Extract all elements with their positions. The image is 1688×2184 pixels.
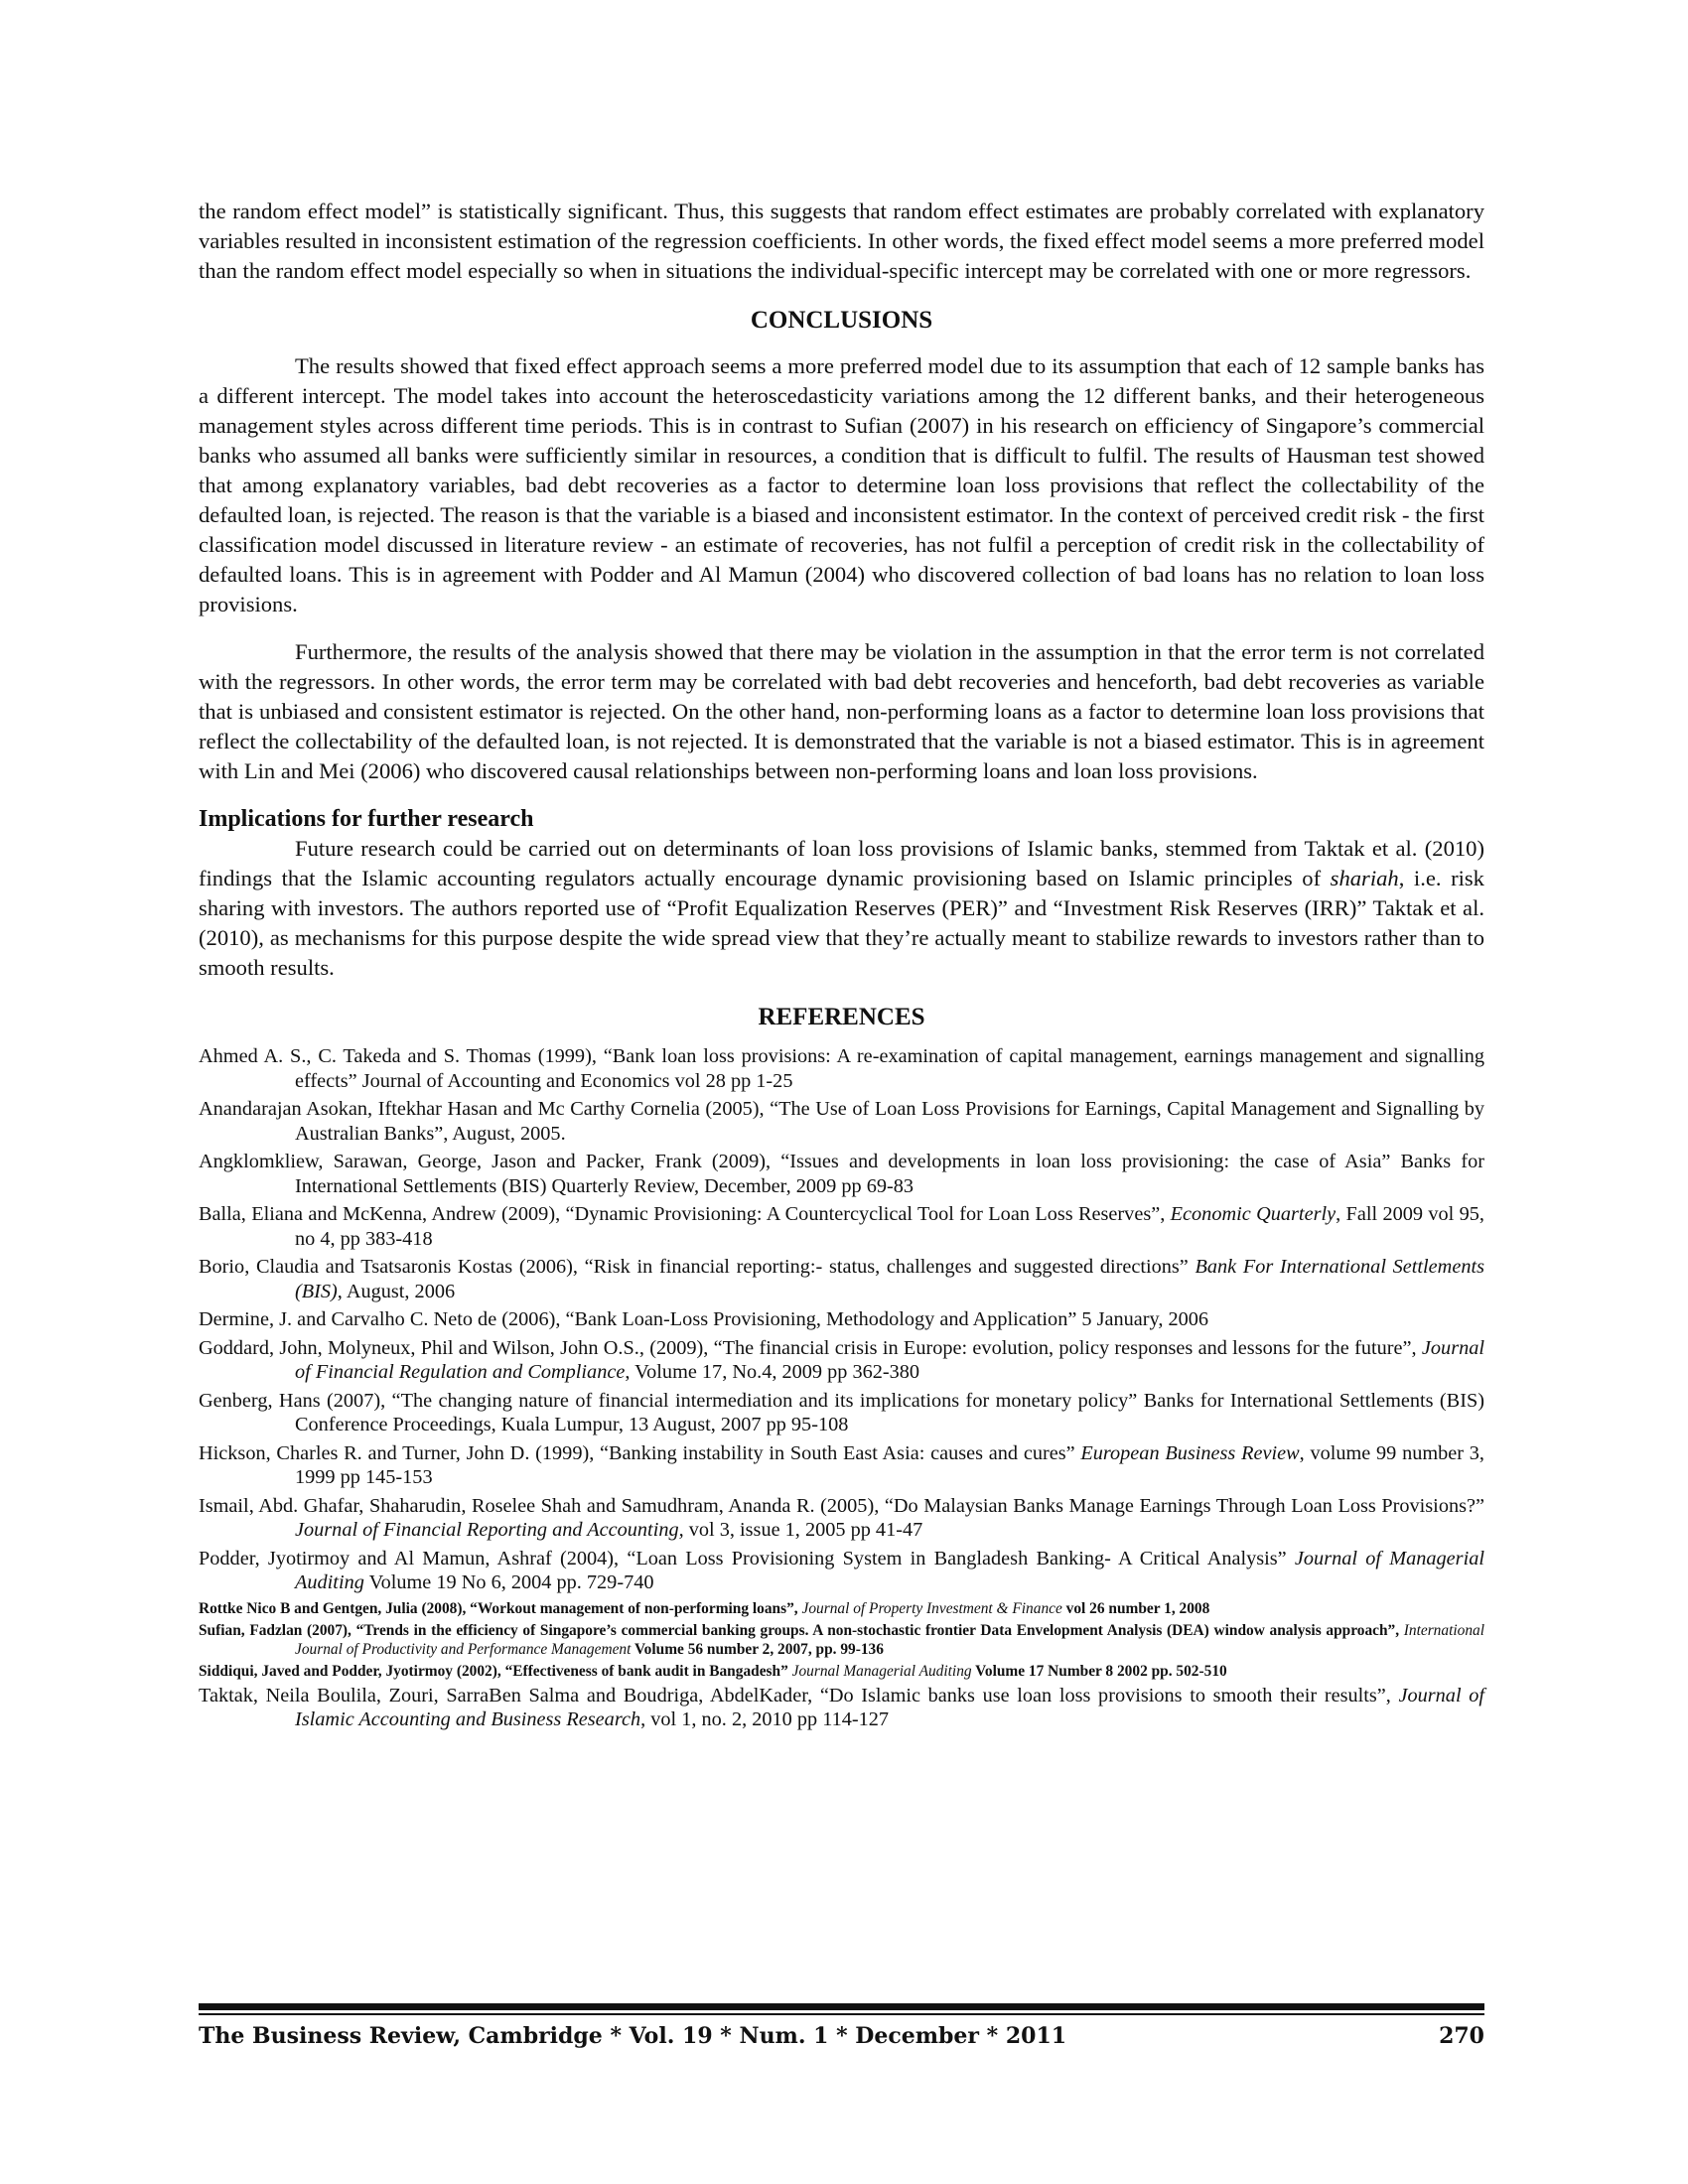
reference-source-title: Journal of Property Investment & Finance	[801, 1599, 1062, 1617]
reference-source-title: Journal of Financial Regulation and Compliance	[295, 1336, 1484, 1383]
footer-rule-thick	[199, 2003, 1484, 2010]
reference-item	[199, 1097, 1484, 1146]
reference-text: Dermine, J. and Carvalho C. Neto de (2006), “Bank Loan-Loss Provisioning, Methodology and Application” 5 January, 2006	[199, 1308, 1209, 1330]
reference-item	[199, 1547, 1484, 1595]
reference-text: Ahmed A. S., C. Takeda and S. Thomas (1999), “Bank loan loss provisions: A re-examination of capital management, earnings management and signalling effects” Journal of Accounting and Economics vol 28 pp 1-25	[199, 1045, 1484, 1092]
reference-text: Goddard, John, Molyneux, Phil and Wilson, John O.S., (2009), “The financial crisis in Europe: evolution, policy responses and lessons for the future”,	[199, 1336, 1422, 1359]
reference-item	[199, 1621, 1484, 1659]
reference-source-title: Journal Managerial Auditing	[791, 1662, 972, 1680]
reference-source-title: Journal of Islamic Accounting and Business Research	[295, 1684, 1484, 1730]
reference-text: Borio, Claudia and Tsatsaronis Kostas (2006), “Risk in financial reporting:- status, challenges and suggested directions”	[199, 1256, 1196, 1278]
reference-item	[199, 1044, 1484, 1093]
reference-details: vol 26 number 1, 2008	[1061, 1599, 1210, 1617]
reference-details: , Volume 17, No.4, 2009 pp 362-380	[625, 1361, 920, 1383]
reference-details: vol 3, issue 1, 2005 pp 41-47	[683, 1519, 923, 1541]
reference-details: Volume 17 Number 8 2002 pp. 502-510	[971, 1662, 1227, 1680]
reference-item	[199, 1389, 1484, 1437]
reference-details: , vol 1, no. 2, 2010 pp 114-127	[640, 1708, 890, 1730]
reference-details: , Fall 2009 vol 95, no 4, pp 383-418	[295, 1203, 1485, 1250]
reference-item	[199, 1307, 1484, 1332]
reference-source-title: International Journal of Productivity and Performance Management	[295, 1621, 1484, 1658]
reference-item	[199, 1150, 1484, 1198]
reference-details: Volume 56 number 2, 2007, pp. 99-136	[631, 1640, 884, 1658]
conclusions-heading: CONCLUSIONS	[750, 307, 933, 334]
reference-text: Anandarajan Asokan, Iftekhar Hasan and Mc Carthy Cornelia (2005), “The Use of Loan Loss Provisions for Earnings, Capital Management and Signalling by Australian Banks”, August, 2005.	[199, 1098, 1484, 1145]
references-heading: REFERENCES	[758, 1004, 925, 1030]
reference-source-title: Bank For International Settlements (BIS)	[295, 1256, 1485, 1302]
reference-item	[199, 1336, 1484, 1385]
page-body	[199, 197, 1484, 1736]
footer-page-number: 270	[1439, 2023, 1484, 2049]
reference-text: Genberg, Hans (2007), “The changing nature of financial intermediation and its implications for monetary policy” Banks for International Settlements (BIS) Conference Proceedings, Kuala Lumpur, 13 August, 2007 pp 95-108	[199, 1389, 1484, 1435]
reference-text: Taktak, Neila Boulila, Zouri, SarraBen Salma and Boudriga, AbdelKader, “Do Islamic banks use loan loss provisions to smooth their results”,	[199, 1684, 1399, 1706]
reference-text: Ismail, Abd. Ghafar, Shaharudin, Roselee Shah and Samudhram, Ananda R. (2005), “Do Malaysian Banks Manage Earnings Through Loan Loss Provisions?”	[199, 1494, 1484, 1517]
implications-text-after: , i.e. risk sharing with investors. The authors reported use of “Profit Equalization Reserves (PER)” and “Investment Risk Reserves (IRR)” Taktak et al. (2010), as mechanisms for this purpose despite the wide spread view that they’re actually meant to stabilize rewards to investors rather than to smooth results.	[199, 866, 1484, 980]
reference-details: , volume 99 number 3, 1999 pp 145-153	[295, 1441, 1484, 1488]
reference-item	[199, 1202, 1484, 1251]
footer-rule-thin	[199, 2013, 1484, 2015]
reference-source-title: Journal of Managerial Auditing	[295, 1547, 1484, 1593]
implications-italic-term: shariah	[1330, 866, 1399, 890]
reference-list	[199, 1044, 1484, 1732]
implications-paragraph	[199, 834, 1484, 983]
intro-paragraph: the random effect model” is statistically significant. Thus, this suggests that random effect estimates are probably correlated with explanatory variables resulted in inconsistent estimation of the regression coefficients. In other words, the fixed effect model seems a more preferred model than the random effect model especially so when in situations the individual-specific intercept may be correlated with one or more regressors.	[199, 199, 1484, 283]
reference-item	[199, 1662, 1484, 1681]
reference-source-title: Journal of Financial Reporting and Accounting,	[295, 1519, 684, 1541]
reference-source-title: European Business Review	[1080, 1441, 1300, 1464]
implications-heading: Implications for further research	[199, 806, 534, 832]
page-footer	[199, 2003, 1484, 2049]
conclusions-paragraph-2: Furthermore, the results of the analysis showed that there may be violation in the assumption in that the error term is not correlated with the regressors. In other words, the error term may be correlated with bad debt recoveries and henceforth, bad debt recoveries as variable that is unbiased and consistent estimator is rejected. On the other hand, non-performing loans as a factor to determine loan loss provisions that reflect the collectability of the defaulted loan, is not rejected. It is demonstrated that the variable is not a biased estimator. This is in agreement with Lin and Mei (2006) who discovered causal relationships between non-performing loans and loan loss provisions.	[199, 639, 1484, 783]
reference-item	[199, 1599, 1484, 1618]
implications-text-before: Future research could be carried out on determinants of loan loss provisions of Islamic banks, stemmed from Taktak et al. (2010) findings that the Islamic accounting regulators actually encourage dynamic provisioning based on Islamic principles of	[199, 836, 1484, 890]
reference-text: Sufian, Fadzlan (2007), “Trends in the efficiency of Singapore’s commercial banking groups. A non-stochastic frontier Data Envelopment Analysis (DEA) window analysis approach”,	[199, 1621, 1404, 1639]
reference-text: Podder, Jyotirmoy and Al Mamun, Ashraf (2004), “Loan Loss Provisioning System in Bangladesh Banking- A Critical Analysis”	[199, 1547, 1295, 1570]
reference-item	[199, 1684, 1484, 1732]
reference-text: Rottke Nico B and Gentgen, Julia (2008), “Workout management of non-performing loans”,	[199, 1599, 802, 1617]
reference-text: Siddiqui, Javed and Podder, Jyotirmoy (2002), “Effectiveness of bank audit in Bangadesh”	[199, 1662, 792, 1680]
reference-source-title: Economic Quarterly	[1170, 1203, 1336, 1225]
reference-text: Angklomkliew, Sarawan, George, Jason and Packer, Frank (2009), “Issues and developments in loan loss provisioning: the case of Asia” Banks for International Settlements (BIS) Quarterly Review, December, 2009 pp 69-83	[199, 1151, 1484, 1197]
reference-details: , August, 2006	[337, 1280, 456, 1302]
reference-item	[199, 1441, 1484, 1490]
conclusions-paragraph-1: The results showed that fixed effect approach seems a more preferred model due to its assumption that each of 12 sample banks has a different intercept. The model takes into account the heteroscedasticity variations among the 12 different banks, and their heterogeneous management styles across different time periods. This is in contrast to Sufian (2007) in his research on efficiency of Singapore’s commercial banks who assumed all banks were sufficiently similar in resources, a condition that is difficult to fulfil. The results of Hausman test showed that among explanatory variables, bad debt recoveries as a factor to determine loan loss provisions that reflect the collectability of the defaulted loan, is rejected. The reason is that the variable is a biased and inconsistent estimator. In the context of perceived credit risk - the first classification model discussed in literature review - an estimate of recoveries, has not fulfil a perception of credit risk in the collectability of defaulted loans. This is in agreement with Podder and Al Mamun (2004) who discovered collection of bad loans has no relation to loan loss provisions.	[199, 353, 1484, 616]
reference-item	[199, 1494, 1484, 1543]
reference-item	[199, 1255, 1484, 1303]
footer-journal-info: The Business Review, Cambridge * Vol. 19 * Num. 1 * December * 2011	[199, 2023, 1067, 2049]
reference-text: Hickson, Charles R. and Turner, John D. (1999), “Banking instability in South East Asia: causes and cures”	[199, 1441, 1081, 1464]
reference-text: Balla, Eliana and McKenna, Andrew (2009), “Dynamic Provisioning: A Countercyclical Tool for Loan Loss Reserves”,	[199, 1203, 1171, 1225]
reference-details: Volume 19 No 6, 2004 pp. 729-740	[363, 1571, 654, 1593]
